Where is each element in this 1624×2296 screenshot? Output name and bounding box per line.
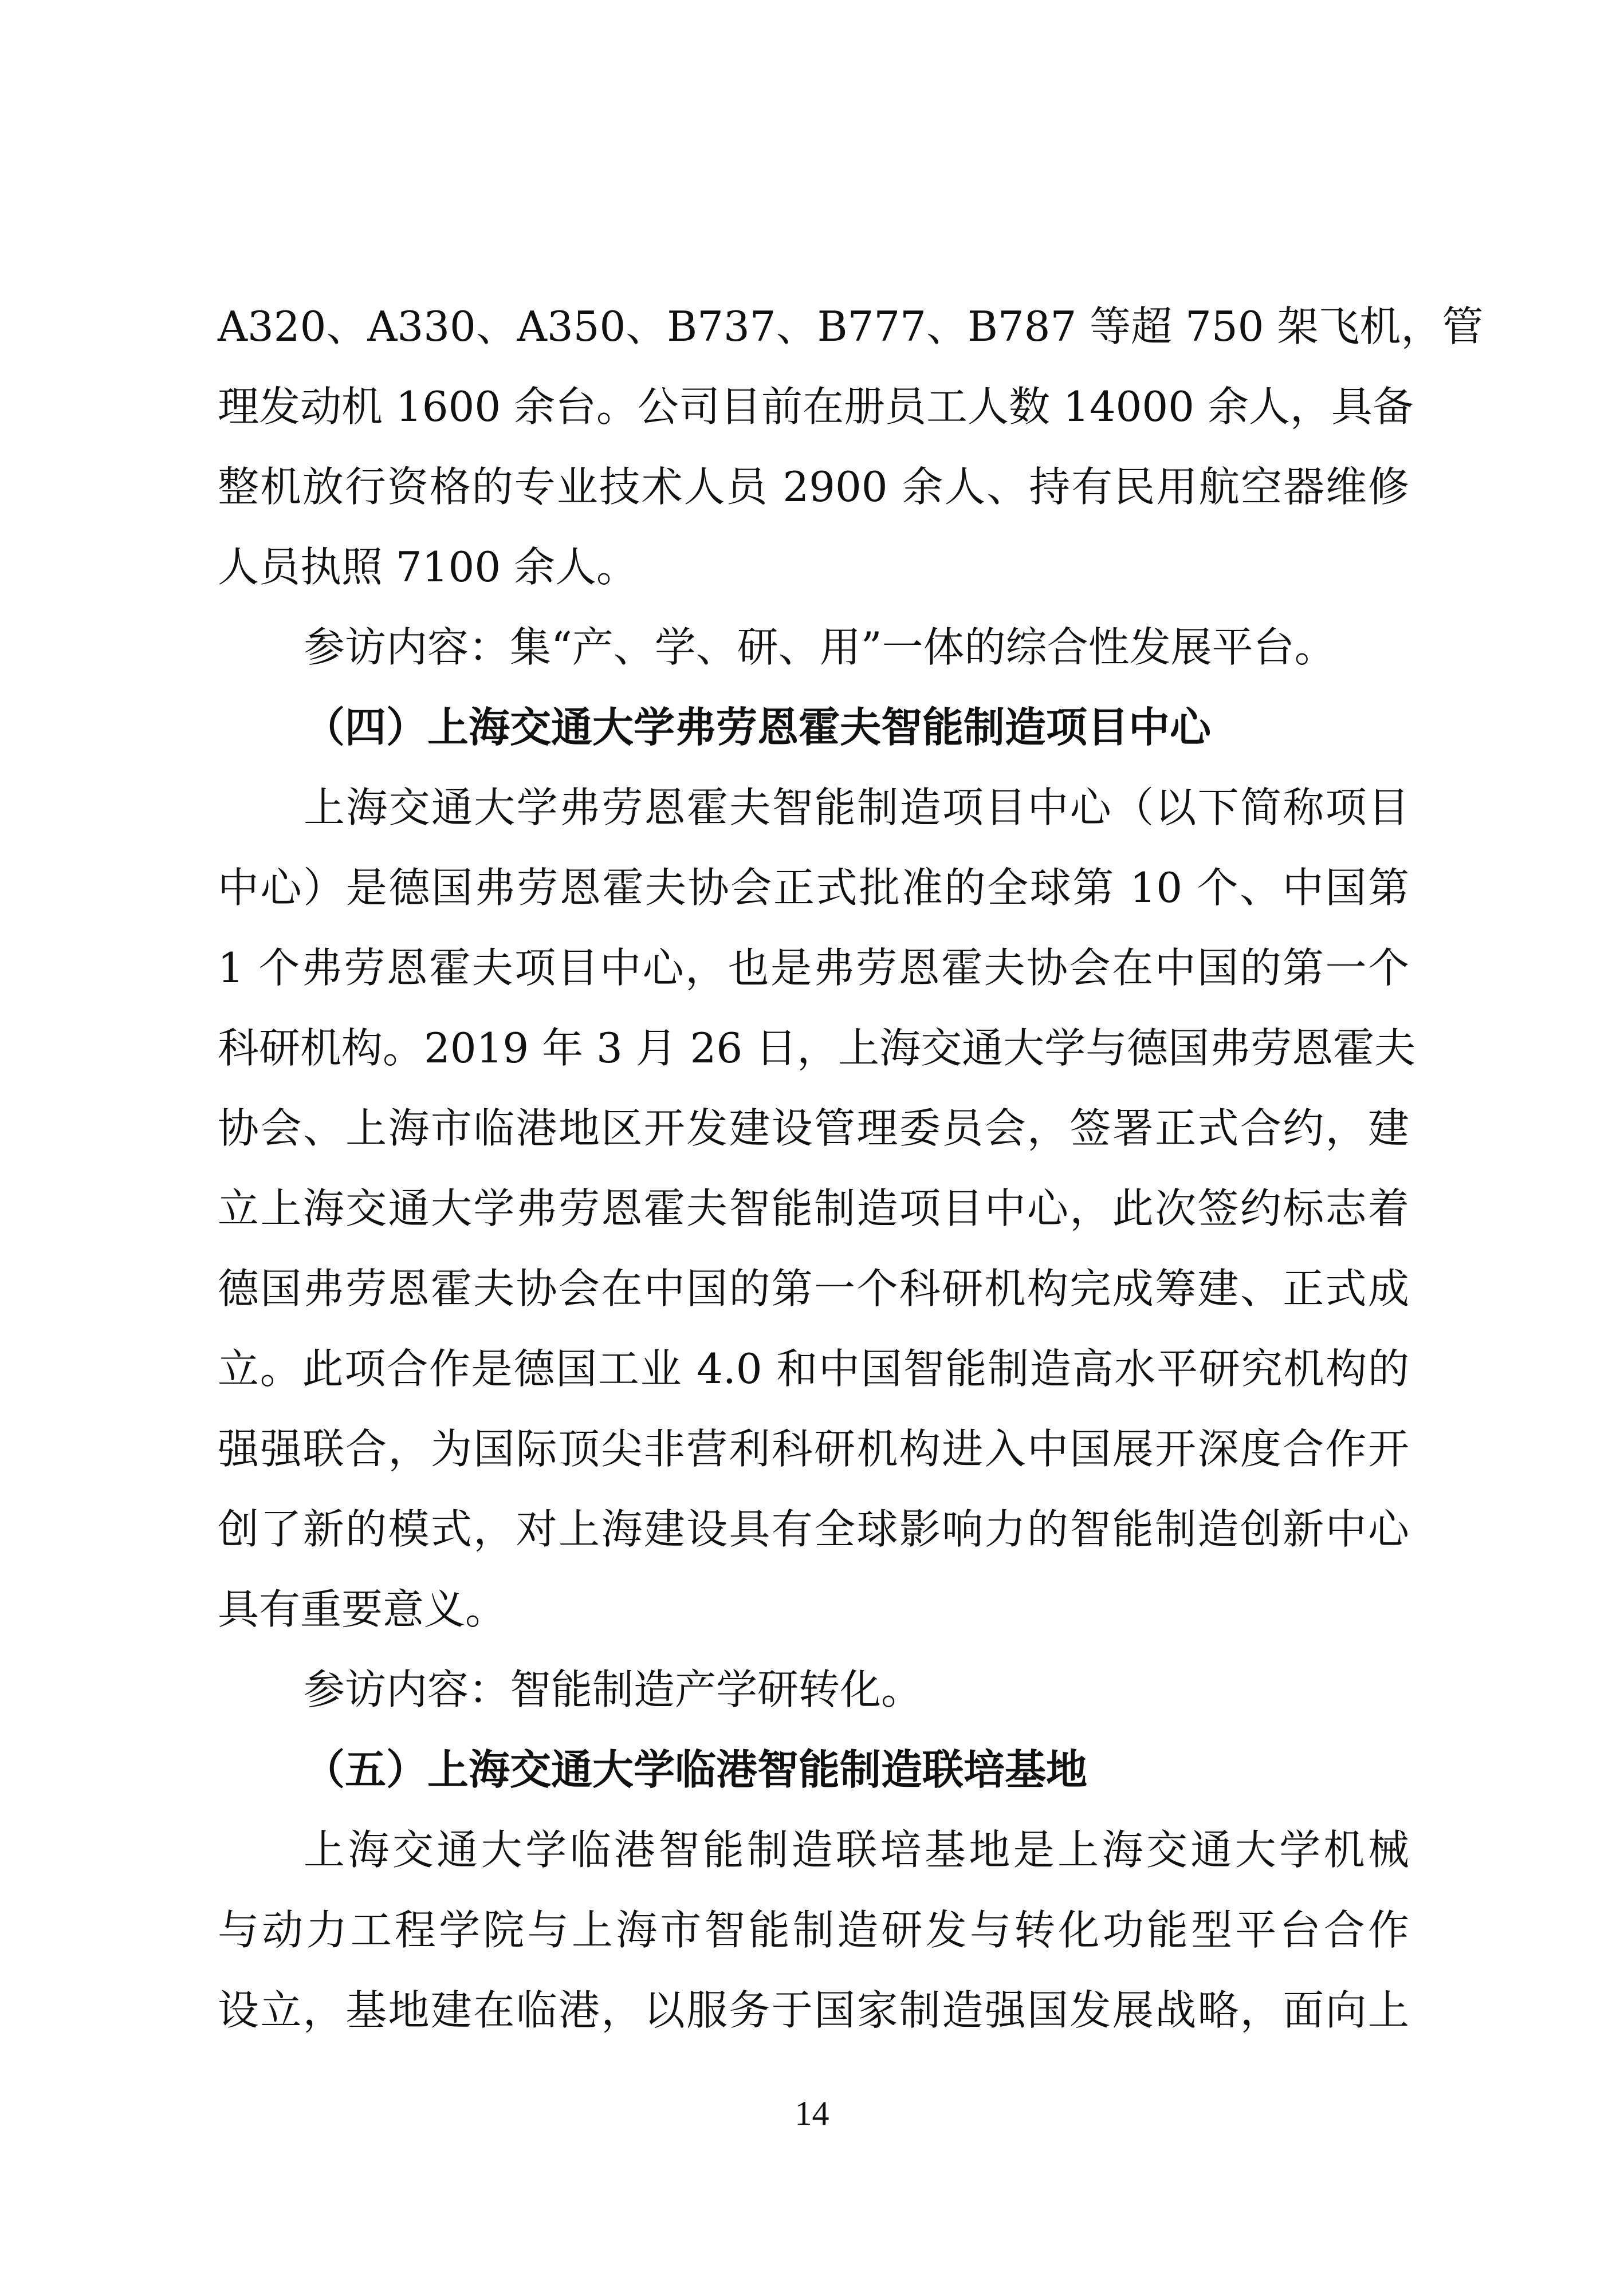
text-line: 德国弗劳恩霍夫协会在中国的第一个科研机构完成筹建、正式成 bbox=[218, 1265, 1409, 1313]
page-number: 14 bbox=[795, 2094, 829, 2132]
text-line: 协会、上海市临港地区开发建设管理委员会，签署正式合约，建 bbox=[218, 1104, 1409, 1152]
text-line: 与动力工程学院与上海市智能制造研发与转化功能型平台合作 bbox=[218, 1906, 1409, 1954]
text-line: 创了新的模式，对上海建设具有全球影响力的智能制造创新中心 bbox=[218, 1505, 1409, 1553]
text-line: 理发动机 1600 余台。公司目前在册员工人数 14000 余人，具备 bbox=[218, 383, 1414, 431]
text-line: 整机放行资格的专业技术人员 2900 余人、持有民用航空器维修 bbox=[218, 463, 1409, 511]
text-line: 设立，基地建在临港，以服务于国家制造强国发展战略，面向上 bbox=[218, 1986, 1409, 2034]
text-line: 人员执照 7100 余人。 bbox=[218, 543, 638, 591]
text-line: 1 个弗劳恩霍夫项目中心，也是弗劳恩霍夫协会在中国的第一个 bbox=[218, 944, 1409, 992]
text-line: 具有重要意义。 bbox=[218, 1585, 507, 1633]
text-line: 参访内容：智能制造产学研转化。 bbox=[304, 1665, 923, 1714]
section-heading: （五）上海交通大学临港智能制造联培基地 bbox=[304, 1745, 1088, 1794]
text-line: 科研机构。2019 年 3 月 26 日，上海交通大学与德国弗劳恩霍夫 bbox=[218, 1024, 1416, 1072]
text-line: 立。此项合作是德国工业 4.0 和中国智能制造高水平研究机构的 bbox=[218, 1345, 1409, 1393]
text-line: 上海交通大学临港智能制造联培基地是上海交通大学机械 bbox=[304, 1826, 1409, 1874]
text-line: 立上海交通大学弗劳恩霍夫智能制造项目中心，此次签约标志着 bbox=[218, 1184, 1409, 1232]
text-line: A320、A330、A350、B737、B777、B787 等超 750 架飞机，管 bbox=[218, 302, 1484, 350]
text-line: 强强联合，为国际顶尖非营利科研机构进入中国展开深度合作开 bbox=[218, 1425, 1409, 1473]
text-line: 中心）是德国弗劳恩霍夫协会正式批准的全球第 10 个、中国第 bbox=[218, 864, 1409, 912]
section-heading: （四）上海交通大学弗劳恩霍夫智能制造项目中心 bbox=[304, 703, 1212, 751]
text-line: 参访内容：集“产、学、研、用”一体的综合性发展平台。 bbox=[304, 623, 1336, 671]
text-line: 上海交通大学弗劳恩霍夫智能制造项目中心（以下简称项目 bbox=[304, 783, 1409, 832]
